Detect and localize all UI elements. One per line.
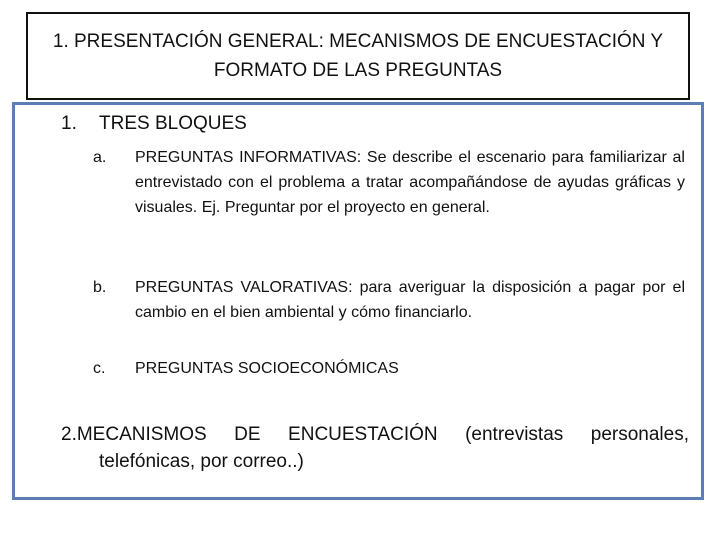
list-marker-c: c. <box>93 360 106 377</box>
section-2-word: personales, <box>590 424 689 445</box>
section-2-word: (entrevistas <box>465 424 564 445</box>
section-2-word: 2.MECANISMOS <box>61 424 207 445</box>
title-line-2: FORMATO DE LAS PREGUNTAS <box>213 60 503 81</box>
list-item-c <box>93 356 685 381</box>
section-1-number: 1. <box>61 113 77 134</box>
section-2-word: DE <box>234 424 261 445</box>
content-box <box>12 102 704 500</box>
list-marker-b: b. <box>93 279 107 296</box>
list-text-b <box>135 275 685 325</box>
section-1-title: TRES BLOQUES <box>99 113 247 134</box>
section-2-line-2: telefónicas, por correo..) <box>99 451 304 472</box>
section-2-word: ENCUESTACIÓN <box>288 424 438 445</box>
section-1-heading <box>61 113 247 135</box>
list-marker-a: a. <box>93 149 107 166</box>
list-label-b: PREGUNTAS VALORATIVAS: <box>135 279 353 296</box>
title-box <box>26 12 690 100</box>
list-label-c: PREGUNTAS SOCIOECONÓMICAS <box>135 360 399 377</box>
section-2 <box>61 421 689 475</box>
list-label-a: PREGUNTAS INFORMATIVAS <box>135 149 357 166</box>
section-2-line-1 <box>61 421 689 448</box>
list-body-a: : Se describe el escenario para familiarizar al entrevistado con el problema a tratar acompañándose de ayudas gráficas y visuales. Ej. Preguntar por el proyecto en general. <box>135 149 685 216</box>
list-text-a <box>135 145 685 220</box>
list-body-b: para averiguar la disposición a pagar por el cambio en el bien ambiental y cómo financiarlo. <box>135 279 686 321</box>
list-text-c <box>135 356 685 381</box>
list-item-b <box>93 275 685 325</box>
list-item-a <box>93 145 685 220</box>
title-line-1: 1. PRESENTACIÓN GENERAL: MECANISMOS DE ENCUESTACIÓN Y <box>52 31 664 52</box>
